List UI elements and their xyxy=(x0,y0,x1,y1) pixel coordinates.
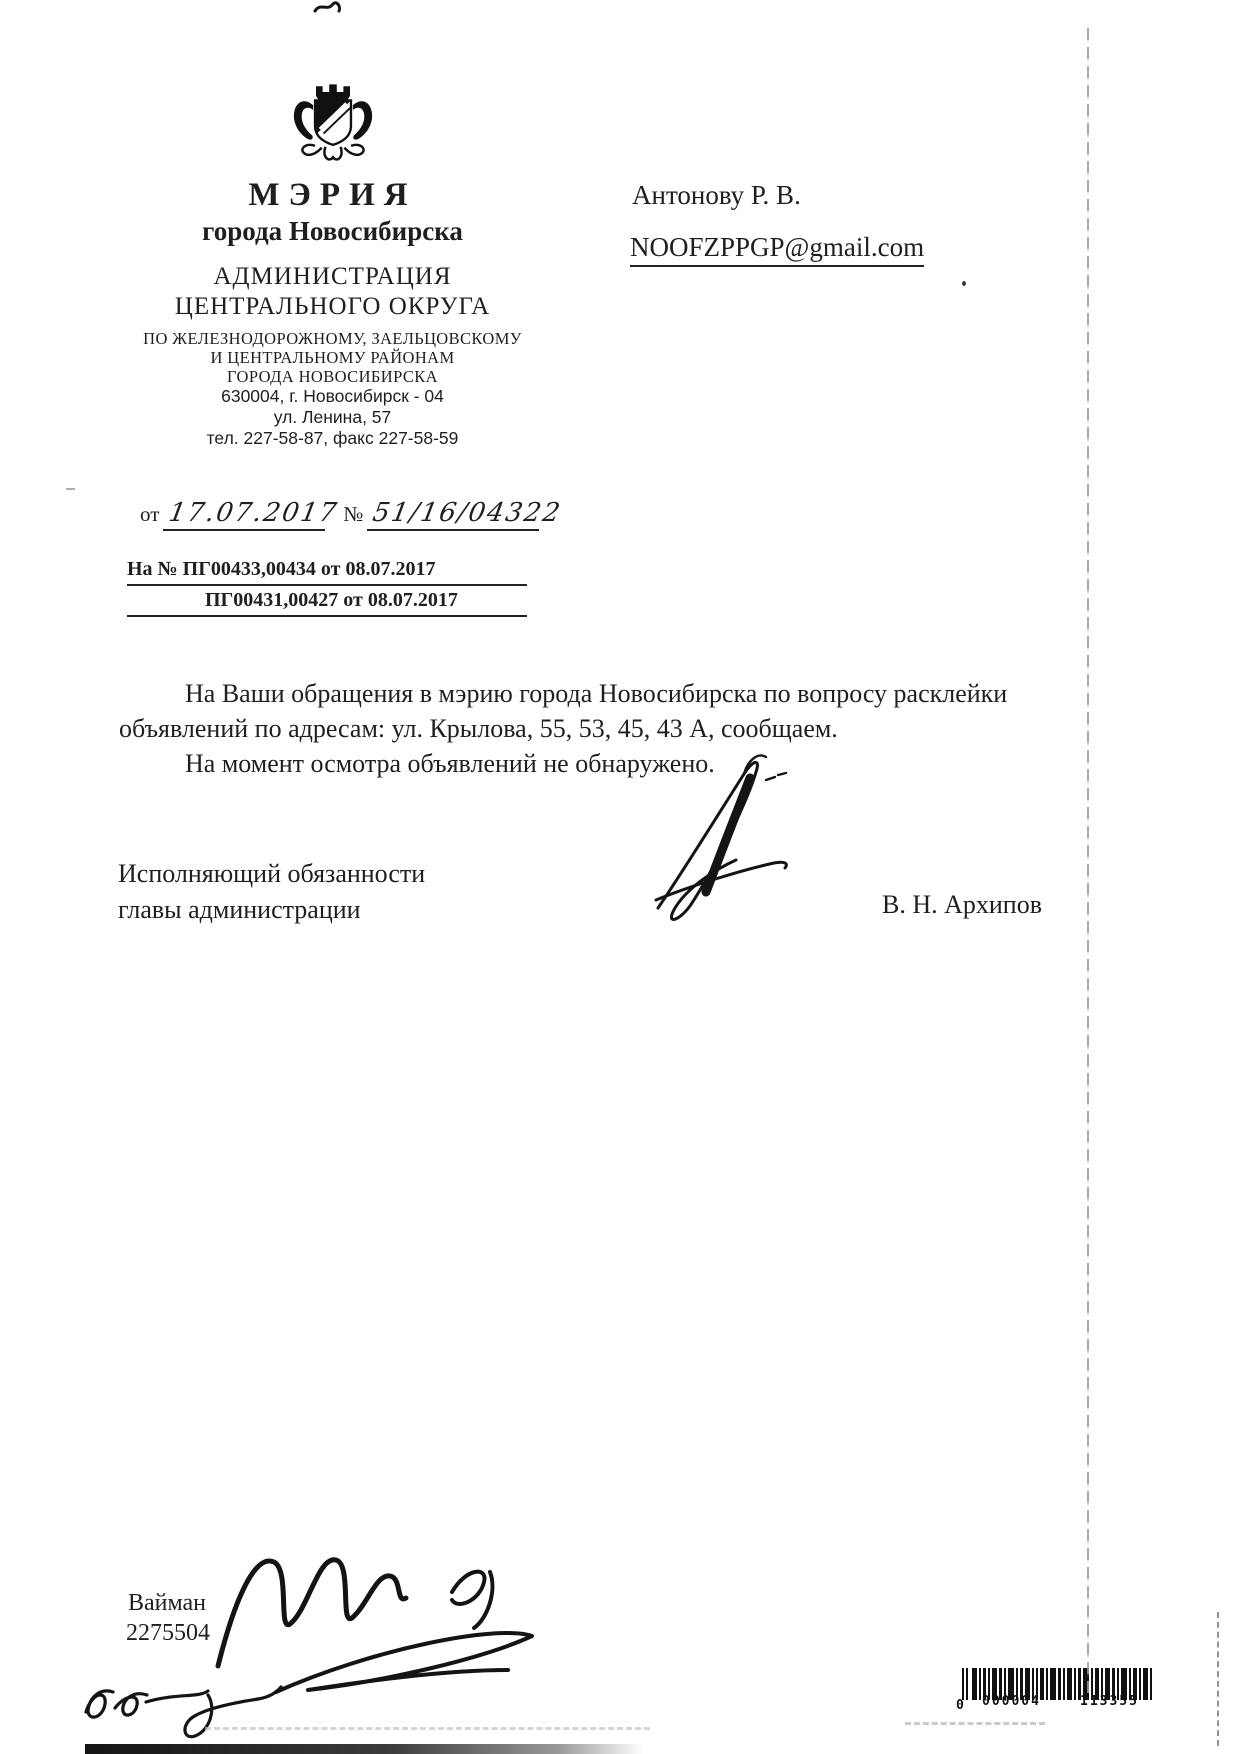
department-line1: АДМИНИСТРАЦИЯ xyxy=(213,263,452,290)
outgoing-from-label: от xyxy=(140,502,160,526)
outgoing-number-label: № xyxy=(343,502,364,526)
scan-bottom-dashes-left xyxy=(205,1727,650,1730)
org-name-city: города Новосибирска xyxy=(202,216,463,246)
barcode-digits-right: 113355 xyxy=(1080,1694,1139,1709)
address-phone: тел. 227-58-87, факс 227-58-59 xyxy=(206,428,459,448)
outgoing-date-field xyxy=(163,498,341,531)
executor-signature2-icon xyxy=(80,1658,305,1748)
recipient-email: NOOFZPPGP@gmail.com xyxy=(630,232,924,267)
archipov-signature-icon xyxy=(648,750,798,940)
department-line4: И ЦЕНТРАЛЬНОМУ РАЙОНАМ xyxy=(210,348,455,367)
org-name-main: МЭРИЯ xyxy=(248,177,417,213)
scan-bottom-band xyxy=(85,1744,643,1754)
scan-hyphen-artifact xyxy=(66,488,75,490)
outgoing-reference-row xyxy=(140,498,565,531)
signatory-position xyxy=(118,856,425,928)
barcode-digits-mid: 000004 xyxy=(982,1694,1041,1709)
department-line5: ГОРОДА НОВОСИБИРСКА xyxy=(227,367,438,386)
body-line2: объявлений по адресам: ул. Крылова, 55, 53, 45, 43 А, сообщаем. xyxy=(119,714,838,743)
outgoing-number-handwritten: 51/16/04322 xyxy=(370,498,565,528)
executor-phone: 2275504 xyxy=(126,1620,210,1646)
scan-fold-line xyxy=(1087,28,1089,1693)
in-reply-block xyxy=(127,556,527,617)
scan-bottom-dashes-right xyxy=(905,1722,1045,1725)
recipient-name: Антонову Р. В. xyxy=(632,180,801,210)
outgoing-number-field xyxy=(367,498,565,531)
body-line3: На момент осмотра объявлений не обнаружено. xyxy=(185,749,715,778)
letter-body xyxy=(119,676,1079,781)
in-reply-line1: На № ПГ00433,00434 от 08.07.2017 xyxy=(127,556,527,586)
barcode xyxy=(958,1668,1152,1712)
address-street: ул. Ленина, 57 xyxy=(273,407,392,427)
signatory-position-line1: Исполняющий обязанности xyxy=(118,859,426,888)
department-line2: ЦЕНТРАЛЬНОГО ОКРУГА xyxy=(174,293,491,320)
body-line1: На Ваши обращения в мэрию города Новосибирска по вопросу расклейки xyxy=(185,679,1008,708)
in-reply-line2: ПГ00431,00427 от 08.07.2017 xyxy=(127,587,527,617)
barcode-digit-left: 0 xyxy=(956,1698,966,1713)
signatory-name: В. Н. Архипов xyxy=(882,890,1042,919)
signatory-position-line2: главы администрации xyxy=(118,895,361,924)
scan-dot-artifact xyxy=(962,281,966,286)
novosibirsk-coat-of-arms-icon xyxy=(281,80,385,172)
scan-edge-dash xyxy=(1217,1612,1219,1746)
outgoing-date-handwritten: 17.07.2017 xyxy=(166,498,341,528)
executor-name: Вайман xyxy=(128,1590,207,1616)
letterhead xyxy=(105,80,560,449)
scan-mark-icon xyxy=(312,0,344,14)
address-postal: 630004, г. Новосибирск - 04 xyxy=(221,386,444,406)
department-line3: ПО ЖЕЛЕЗНОДОРОЖНОМУ, ЗАЕЛЬЦОВСКОМУ xyxy=(143,329,522,348)
